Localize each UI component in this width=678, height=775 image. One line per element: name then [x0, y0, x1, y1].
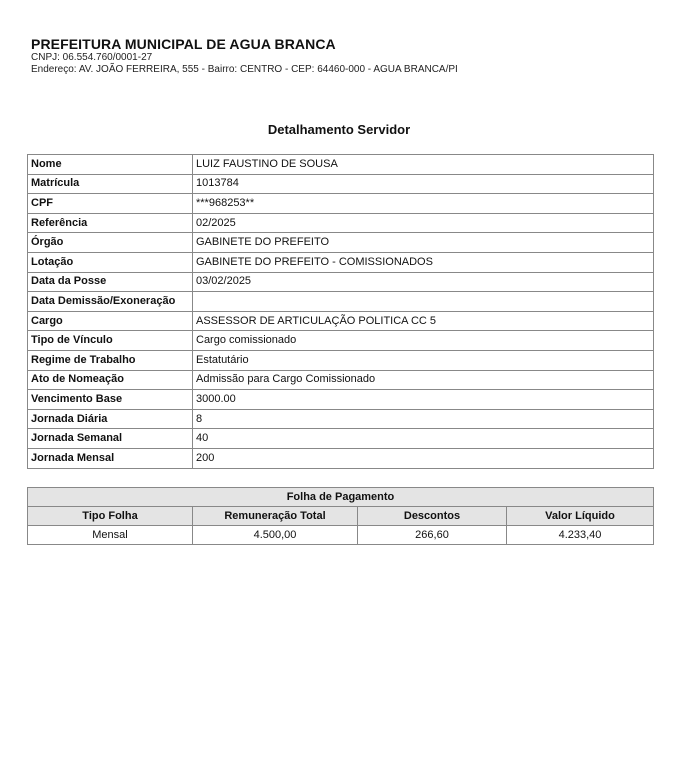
column-header: Valor Líquido — [507, 507, 654, 526]
detail-value: Admissão para Cargo Comissionado — [193, 370, 654, 390]
document-header — [31, 36, 458, 76]
detail-value — [193, 292, 654, 312]
detail-value: LUIZ FAUSTINO DE SOUSA — [193, 155, 654, 175]
detail-value: ASSESSOR DE ARTICULAÇÃO POLITICA CC 5 — [193, 311, 654, 331]
detail-value: 02/2025 — [193, 213, 654, 233]
detail-label: CPF — [28, 194, 193, 214]
detail-row — [28, 194, 654, 214]
detail-label: Tipo de Vínculo — [28, 331, 193, 351]
detail-row — [28, 292, 654, 312]
detail-label: Jornada Diária — [28, 409, 193, 429]
detail-value: ***968253** — [193, 194, 654, 214]
detail-label: Ato de Nomeação — [28, 370, 193, 390]
detail-label: Cargo — [28, 311, 193, 331]
detail-value: Estatutário — [193, 350, 654, 370]
detail-row — [28, 311, 654, 331]
detail-row — [28, 390, 654, 410]
payroll-title: Folha de Pagamento — [28, 488, 654, 507]
org-cnpj: CNPJ: 06.554.760/0001-27 — [31, 52, 153, 63]
detail-value: 200 — [193, 448, 654, 468]
detail-label: Nome — [28, 155, 193, 175]
detail-value: GABINETE DO PREFEITO - COMISSIONADOS — [193, 252, 654, 272]
detail-label: Referência — [28, 213, 193, 233]
table-row — [28, 526, 654, 545]
detail-value: 1013784 — [193, 174, 654, 194]
payroll-header-row — [28, 507, 654, 526]
detail-label: Regime de Trabalho — [28, 350, 193, 370]
detail-value: 03/02/2025 — [193, 272, 654, 292]
payroll-net: 4.233,40 — [507, 526, 654, 545]
detail-label: Vencimento Base — [28, 390, 193, 410]
payroll-total: 4.500,00 — [193, 526, 358, 545]
detail-row — [28, 252, 654, 272]
column-header: Descontos — [358, 507, 507, 526]
detail-value: 8 — [193, 409, 654, 429]
page-title: Detalhamento Servidor — [267, 122, 411, 137]
detail-row — [28, 429, 654, 449]
org-address: Endereço: AV. JOÃO FERREIRA, 555 - Bairro: CENTRO - CEP: 64460-000 - AGUA BRANCA/PI — [31, 64, 458, 75]
detail-value: GABINETE DO PREFEITO — [193, 233, 654, 253]
column-header: Tipo Folha — [28, 507, 193, 526]
detail-label: Órgão — [28, 233, 193, 253]
detail-row — [28, 448, 654, 468]
detail-label: Jornada Semanal — [28, 429, 193, 449]
detail-label: Lotação — [28, 252, 193, 272]
detail-label: Matrícula — [28, 174, 193, 194]
org-name: PREFEITURA MUNICIPAL DE AGUA BRANCA — [31, 36, 336, 52]
payroll-discounts: 266,60 — [358, 526, 507, 545]
detail-row — [28, 174, 654, 194]
payroll-title-row — [28, 488, 654, 507]
detail-value: Cargo comissionado — [193, 331, 654, 351]
column-header: Remuneração Total — [193, 507, 358, 526]
detail-row — [28, 350, 654, 370]
detail-value: 3000.00 — [193, 390, 654, 410]
payroll-type: Mensal — [28, 526, 193, 545]
detail-row — [28, 370, 654, 390]
detail-label: Data da Posse — [28, 272, 193, 292]
detail-row — [28, 409, 654, 429]
detail-row — [28, 233, 654, 253]
payroll-table — [27, 487, 654, 545]
detail-row — [28, 213, 654, 233]
detail-row — [28, 272, 654, 292]
detail-label: Jornada Mensal — [28, 448, 193, 468]
detail-row — [28, 155, 654, 175]
detail-value: 40 — [193, 429, 654, 449]
detail-row — [28, 331, 654, 351]
employee-details-table — [27, 154, 654, 469]
detail-label: Data Demissão/Exoneração — [28, 292, 193, 312]
